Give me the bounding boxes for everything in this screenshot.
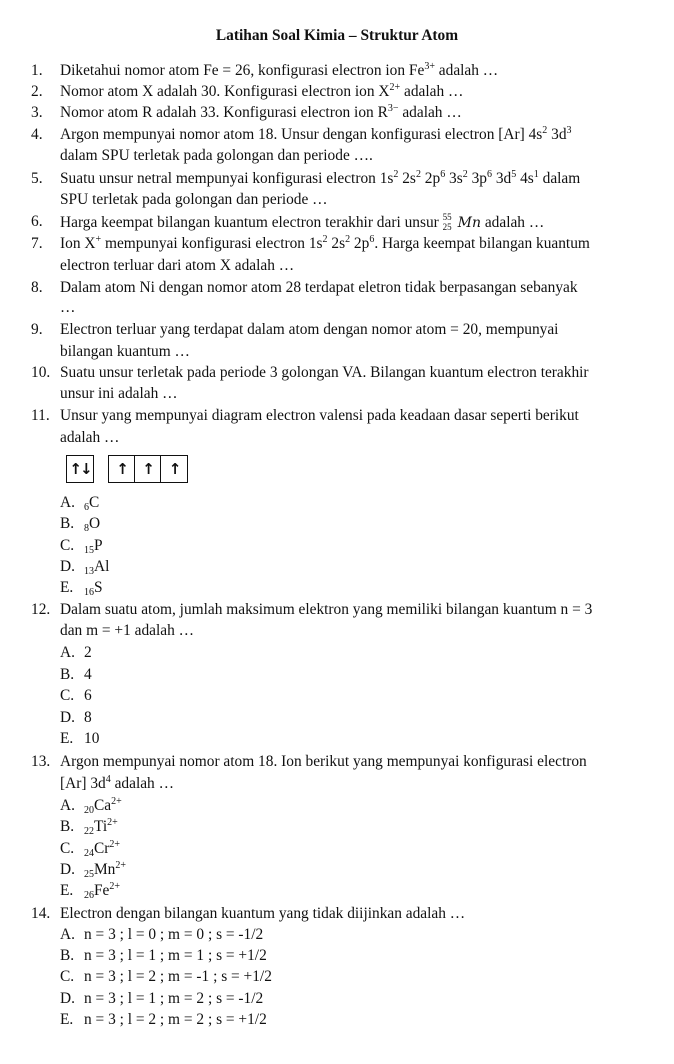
question-number: 10. [31, 364, 51, 381]
orbital-box-up-arrow: ↑ [135, 456, 161, 482]
option-q13-d[interactable]: D. $25Mn^{2+}$ [60, 860, 127, 880]
question-number: 9. [31, 321, 43, 338]
question-text: Nomor atom R adalah 33. Konfigurasi electron ion $R^{3-}$ adalah … [60, 103, 462, 121]
question-number: 8. [31, 279, 43, 296]
question-number: 6. [31, 213, 43, 230]
question-text-line2: [Ar] $3d^4$ adalah … [60, 774, 174, 792]
option-q13-b[interactable]: B. $22Ti^{2+}$ [60, 817, 118, 837]
question-text-line2: adalah … [60, 429, 120, 446]
option-q13-a[interactable]: A. $20Ca^{2+}$ [60, 796, 122, 816]
option-q13-c[interactable]: C. $24Cr^{2+}$ [60, 839, 121, 859]
question-number: 2. [31, 83, 43, 100]
option-q13-e[interactable]: E. $26Fe^{2+}$ [60, 881, 121, 901]
question-text: Unsur yang mempunyai diagram electron valensi pada keadaan dasar seperti berikut [60, 407, 579, 424]
question-text-line2: electron terluar dari atom X adalah … [60, 257, 295, 274]
p-orbital-group [108, 455, 188, 483]
question-number: 11. [31, 407, 50, 424]
orbital-box-up-arrow: ↑ [168, 460, 180, 478]
question-text: Dalam atom Ni dengan nomor atom 28 terdapat eletron tidak berpasangan sebanyak [60, 279, 578, 296]
question-text: Argon mempunyai nomor atom 18. Unsur dengan konfigurasi electron [Ar] $4s^2$ $3d^3$ [60, 125, 572, 143]
question-text-line2: … [60, 299, 76, 316]
option-q14-b[interactable]: B. n = 3 ; l = 1 ; m = 1 ; s = +1/2 [60, 947, 267, 964]
option-q14-a[interactable]: A. n = 3 ; l = 0 ; m = 0 ; s = -1/2 [60, 926, 264, 943]
question-text-line2: bilangan kuantum … [60, 343, 190, 360]
option-q12-a[interactable]: A. 2 [60, 644, 92, 661]
question-number: 14. [31, 905, 51, 922]
question-text: Suatu unsur terletak pada periode 3 golongan VA. Bilangan kuantum electron terakhir [60, 364, 589, 381]
question-number: 3. [31, 104, 43, 121]
orbital-box-up-arrow: ↑ [109, 456, 135, 482]
question-number: 7. [31, 235, 43, 252]
option-q11-e[interactable]: E. 16S [60, 579, 103, 598]
page-title: Latihan Soal Kimia – Struktur Atom [215, 27, 459, 44]
option-q11-c[interactable]: C. 15P [60, 537, 103, 556]
option-q11-b[interactable]: B. 8O [60, 515, 101, 534]
question-text: Diketahui nomor atom Fe = 26, konfigurasi electron ion $Fe^{3+}$ adalah … [60, 61, 499, 79]
question-number: 5. [31, 170, 43, 187]
question-number: 1. [31, 62, 43, 79]
question-text: Harga keempat bilangan kuantum electron terakhir dari unsur 55 25 Mn adalah … [60, 212, 545, 232]
option-q14-c[interactable]: C. n = 3 ; l = 2 ; m = -1 ; s = +1/2 [60, 968, 272, 985]
question-text: Argon mempunyai nomor atom 18. Ion berikut yang mempunyai konfigurasi electron [60, 753, 587, 770]
question-number: 13. [31, 753, 51, 770]
nuclide-notation: 55 25 [442, 212, 452, 232]
orbital-box-paired-arrows: ↑↓ [69, 460, 91, 478]
question-text: Nomor atom X adalah 30. Konfigurasi electron ion $X^{2+}$ adalah … [60, 82, 464, 100]
question-text: Suatu unsur netral mempunyai konfigurasi electron $1s^2$ $2s^2$ $2p^6$ $3s^2$ $3p^6$ $3d^5$ $4s^1$ dalam [60, 169, 581, 187]
option-q12-e[interactable]: E. 10 [60, 730, 100, 747]
option-q14-d[interactable]: D. n = 3 ; l = 1 ; m = 2 ; s = -1/2 [60, 990, 264, 1007]
question-text-line2: dan m = +1 adalah … [60, 622, 195, 639]
question-text-line2: unsur ini adalah … [60, 385, 178, 402]
question-text: Dalam suatu atom, jumlah maksimum elektron yang memiliki bilangan kuantum n = 3 [60, 601, 593, 618]
option-q11-d[interactable]: D. 13Al [60, 558, 110, 577]
question-number: 12. [31, 601, 51, 618]
option-q12-c[interactable]: C. 6 [60, 687, 92, 704]
question-number: 4. [31, 126, 43, 143]
question-text: Electron dengan bilangan kuantum yang tidak diijinkan adalah … [60, 905, 466, 922]
question-text-line2: dalam SPU terletak pada golongan dan periode …. [60, 147, 373, 164]
option-q12-b[interactable]: B. 4 [60, 666, 92, 683]
option-q11-a[interactable]: A. 6C [60, 494, 100, 513]
option-q14-e[interactable]: E. n = 3 ; l = 2 ; m = 2 ; s = +1/2 [60, 1011, 267, 1028]
question-text: Electron terluar yang terdapat dalam atom dengan nomor atom = 20, mempunyai [60, 321, 559, 338]
question-text: Ion X+ mempunyai konfigurasi electron $1s^2$ $2s^2$ $2p^6$. Harga keempat bilangan kuantum [60, 234, 590, 252]
question-text-line2: SPU terletak pada golongan dan periode … [60, 191, 328, 208]
option-q12-d[interactable]: D. 8 [60, 709, 92, 726]
s-orbital-group [66, 455, 94, 483]
